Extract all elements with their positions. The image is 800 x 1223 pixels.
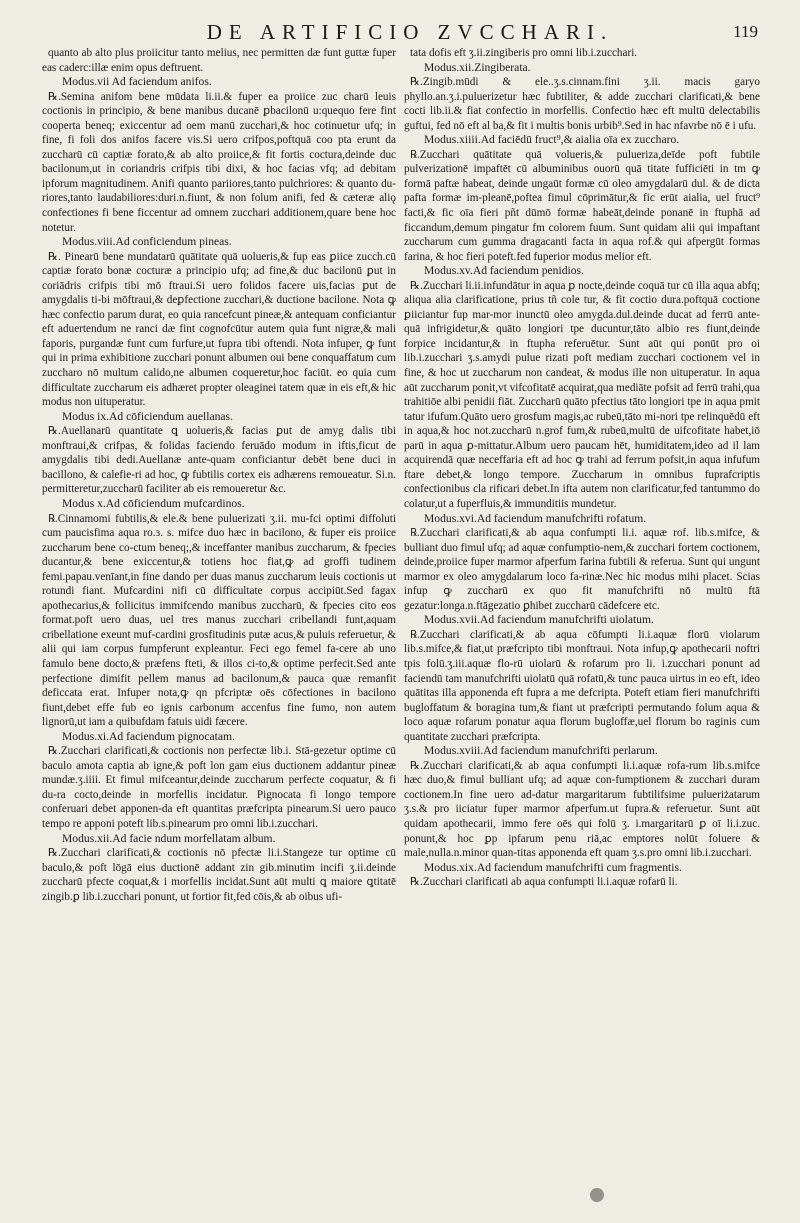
- body-paragraph: ℞.Cinnamomi fubtilis,& ele.& bene puluerizati ʒ.ii. mu-fci optimi diffoluti cum paucisfima aqua ro.ɜ. s. mifce duo hæc in bacilono, & fuper eis proiice zuccharum bene co-ctum beneq;,& inceffanter manibus zuccharum, & fpecies ducantur,& bene exiccentur,& totiens hoc fiat,ꝙ ad groffi tudinem femi.papau.venīant,in fine dando per duas manus zuccharum leuis coctionis ut rotundi fiant. Mufcardini nifi cū difficultate corpus accipiūt.Sed fagax apothecarius,& follicitus immifcendo manibus zuccharū, & fpecies cito eos format.poft uero duas, uel tres manus zucchari cribellandi funt,aquam cribellatione exeunt muf-cardini grosfitudinis putæ acus,& puluis referuetur, & alii qui iam corpus fumpferunt expleantur. Feci ego femel fa-cere ab uno famulo bene docto,& præfens fteti, & illos ci-to,& optime perfecit.Sed ante perfectione dimifit pellem manus ad bacilonum,& pauca quæ remanfit deficcata erat. Infuper nota,ꝙ qn pfcriptæ oēs cōfectiones in bacilono fiunt,debet effe fub eo ignis carbonum accenfus fine fumo, non autem lignorū,ut iam a quibufdam fatuis uidi fæcere.: [42, 512, 396, 729]
- recipe-heading: Modus.vii Ad faciendum anifos.: [62, 75, 212, 89]
- running-title: DE ARTIFICIO ZVCCHARI.: [206, 20, 614, 44]
- recipe-heading: Modus.xii.Zingiberata.: [424, 60, 531, 74]
- body-paragraph: ℞.Zucchari quātitate quā volueris,& pulueriza,deīde poft fubtile pulverizationē impaftēt cū albuminibus ouorū quā titate fufficiēti in tm ꝙ formā paftæ habeat, deinde ungaūt formæ cū oleo amygdalarū dul. & de dicta pafta formæ im-pleanē,poftea fimul cōprimātur,& fic erūt aialia, uel fruct⁹ facti,& fic oīa fieri pñt dūmō formæ habeāt,deinde ponanē in ftuphā ad ficcandum,demum pingatur fm colorem fuum. Sunt quidam alii qui impaftant zuccharum cum gumma dragacanti facta in aqua rof.& qui afpergūt formas farina, & hoc fieri poteft.fed fuperior modus melior eft.: [404, 148, 760, 263]
- recipe-heading: Modus.xi.Ad faciendum pignocatam.: [62, 729, 235, 743]
- body-paragraph: ℞.Zucchari li.ii.infundātur in aqua ꝑ nocte,deinde coquā tur cū illa aqua abfq; aliqua alia clarificatione, prius tñ cole tur, & fit coctio dura.poftquā coctione ꝑiiciantur fup mar-mor inunctū oleo amygda.dul.deinde ducat ad ferrū ante-quā infrigidetur,& quāto longiori tpe ducuntur,tāto albio res fiunt,deinde forpice incidantur,& in ftupha referuētur. Sunt aūt qui ponūt pro oi lib.i.zucchari ʒ.s.amydi pulue rizati poft mediam zucchari coctionem vel in fine, & hoc ut zuccharum non candeat, & modus ille non uituperatur. In aqua aūt zuccharum ponit,vt vifcofitatē acquirat,qua mediāte pofsit ad ferrū trahi,qua trahitiōe albi penidii fiāt. Zuccharū quāto pfectius tāto longiori tpe in aqua pmit tatur ifufum.Quāto uero grosfum magis,ac rubeū,tāto mi-nori tpe relinquēdū eft in aqua,& hoc not.zuccharū n.grof fum,& rubeū,multū de uifcofitate habet,iō parū in aqua ꝑ-mittatur.Album uero paucam hēt, humiditatem,ideo ad il lam acquirendā quæ neceffaria eft ad hoc ꝙ trahi ad ferrum pofsit,in aqua infufum ftare debet,& longo tempore. Zuccharum in omnibus fuprafcriptis confectionibus cla rificari debet.In ifta autem non clarificatur,fed tantummo do colatur,ut a fuperfluis,& immunditiis mundetur.: [404, 279, 760, 510]
- recipe-heading: Modus.xii.Ad facie ndum morfellatam album.: [62, 831, 276, 845]
- page-header: [0, 14, 800, 48]
- recipe-heading: Modus ix.Ad cōficiendum auellanas.: [62, 409, 233, 423]
- recipe-heading: Modus.xvi.Ad faciendum manufchrifti rofatum.: [424, 511, 647, 525]
- body-paragraph: quanto ab alto plus proiicitur tanto melius, nec permitten dæ funt guttæ fuper eas caderc:illæ enim opus deftruent.: [42, 47, 396, 74]
- body-paragraph: tata dofis eft ʒ.ii.zingiberis pro omni lib.i.zucchari.: [410, 47, 638, 59]
- body-paragraph: ℞.Semina anifom bene mūdata li.ii.& fuper ea proiice zuc charū leuis coctionis in principio, & bene manibus ducanē ꝑbacilonū u:quequo fere fint cooperta beneq; exiccentur ad oem manū zucchari,& hoc cotinuetur ufq; in fine, fi foli dos anifos facere vis.Si uero crifpos,poftquā coo pta erunt da zuccharū cū captiæ forato,& ab alto proiice,& fit fortis coctura,deinde duc bacilonum,ut in coriandris crifpis tibi dixi, & hoc facias vfq; ad debitam ipforum magnitudinem. Anifi quanto pariiores,tanto pulchriores: & quanto du-riores,tanto laudabiliores:duri.n.fiunt, & non folum anifi, fed & cæteræ aliǫ confectiones fi bene ficcentur ad omnem zucchari additionem,quare bene hoc notetur.: [42, 90, 396, 234]
- body-paragraph: ℞.Zucchari clarificati,& ab aqua confumpti li.i. aquæ rof. lib.s.mifce, & bulliant duo fimul ufq; ad aquæ confumptio-nem,& zucchari fortem coctionem, deinde,proiice fuper marmor afperfum farina fubtili & referua. Sunt qui ungunt marmor ex oleo amygdalarum loco fa-rinæ.Nec hic modus mihi placet. Scias infup ꝙ zuccharū ex quo fit manufchrifti nō multū ftā gezatur:longa.n.ftāgezatio ꝑhibet zuccharū cādefcere etc.: [404, 527, 760, 612]
- recipe-heading: Modus.xix.Ad faciendum manufchrifti cum fragmentis.: [424, 860, 682, 874]
- recipe-heading: Modus.xv.Ad faciendum penidios.: [424, 264, 584, 278]
- left-text-column: [42, 46, 396, 904]
- body-paragraph: ℞.Zucchari clarificati,& ab aqua cōfumpti li.i.aquæ florū violarum lib.s.mifce,& fiat,ut præfcripto tibi monftraui. Nota infup,ꝙ apothecarii noftri tpis folū.ʒ.iii.aquæ flo-rū uiolarū & rofarum pro li. i.zucchari ponunt ad faciendū tam manufchrifti uiolatū quā rofatū,& tunc pauca uirtus in eo eft, ideo quātitas illa apponenda eft fupra a me defcripta. Poteft etiam fieri manufchrifti bugloffatum & boragina tum,& fiant ut præfcripti permutando folum aqua & loco aquæ rofarum ponatur aqua florum bugloffæ,uel florum bo raginis cum quantitate zucchari præfcripta.: [404, 628, 760, 743]
- body-paragraph: ℞.Zingib.mūdi & ele..ʒ.s.cinnam.fini ʒ.ii. macis garyo phyllo.an.ʒ.i.puluerizetur hæc fubtiliter, & adde zucchari clarificati,& bene cocti lib.ii.& fiat confectio in morfellis. Confectio hæc eft multū delectabilis guftui, fed nō eft al ba,& fit i multis bonis urbib⁹.Sed in hac nfavrbe nō ē i ufu.: [404, 76, 760, 132]
- body-paragraph: ℞.Auellanarū quantitate ꝗ uolueris,& facias ꝑut de amyg dalis tibi monftraui,& crifpas, & folidas faciendo feruādo modum in iftis,ficut de amygdalis tibi dedi.Auellanæ ante-quam conficiantur debēt bene duci in bacillono, & calefie-ri ad hoc, ꝙ fubtilis cortex eis adhærens remoueatur. Si.n. permitteretur,zuccharū faciliter ab eis remoueretur &c.: [42, 425, 396, 496]
- ink-smudge: [590, 1188, 604, 1202]
- recipe-heading: Modus.xvii.Ad faciendum manufchrifti uiolatum.: [424, 613, 654, 627]
- recipe-heading: Modus.xviii.Ad faciendum manufchrifti perlarum.: [424, 744, 658, 758]
- recipe-heading: Modus.xiiii.Ad faciēdū fruct⁹,& aialia oīa ex zuccharo.: [424, 133, 680, 147]
- body-paragraph: ℞.Zucchari clarificati,& ab aqua confumpti li.i.aquæ rofa-rum lib.s.mifce hæc duo,& fimul bulliant ufq; ad aquæ con-fumptionem & zucchari duram coctionem.In fine uero ad-datur margaritarum fubtilifsime pulueriżatarum ʒ.s.& pro iiciatur fuper marmor afperfum.ut fupra.& referuetur. Sunt aūt quidam apothecarii, immo fere oēs qui folū ʒ. i.margaritarū ꝑ oī li.i.zuc. ponunt,& hoc ꝑp ipfarum penu riā,ac emptores nolūt foluere & male,nulla.n.minor quan-titas apponenda eft quam ʒ.s.pro omni lib.i.zucchari.: [404, 759, 760, 860]
- recipe-heading: Modus x.Ad cōficiendum mufcardinos.: [62, 496, 245, 510]
- page-number: 119: [733, 22, 758, 41]
- recipe-heading: Modus.viii.Ad conficiendum pineas.: [62, 235, 232, 249]
- right-text-column: [404, 46, 760, 890]
- body-paragraph: ℞.Zucchari clarificati,& coctionis nō pfectæ li.i.Stangeze tur optime cū baculo,& poft lōgā eius ductionē addant zin gib.minutim incifi ʒ.ii.deinde zuccharū pfecte coquat,& i morfellis incidat.Sunt aūt multi ꝗ maiore ꝗtitatē zingib.ꝑ lib.i.zucchari ponunt, ut fortior fit,fed cōis,& ab oibus ufi-: [42, 847, 396, 903]
- body-paragraph: ℞.Zucchari clarificati ab aqua confumpti li.i.aquæ rofarū li.: [410, 876, 678, 889]
- body-paragraph: ℞. Pinearū bene mundatarū quātitate quā uolueris,& fup eas ꝑiice zucch.cū captiæ forato bonæ cocturæ a principio ufq; ad fine,& duc bacilonū ꝑut in coriādris crifpis tibi mō ftraui.Si uero folidos facere uis,facias ꝑut de amygdalis ti-bi mōftraui,& deꝑfectione zucchari,& ductione bacilone. Nota ꝙ hæc confectio parum durat, eo quia rancefcunt pineæ,& antequam conficiantur eft aduertendum ne ranci dæ fint cognofcūtur autem quia funt nigræ,& mali faporis, purgandæ funt cum furfure,ut fupra tibi oftendi. Nota infuper, ꝙ funt qui in prima exhibitione zucchari ponunt albumen oui bene conquaffatum cum zuccharo nō multum calido,ne albumen coqueretur,hoc faciūt. eo quia cum difficultate zuccharum eis adhæret propter oleaginei tatem quæ in eis eft,& hic modus non uituperatur.: [42, 250, 396, 409]
- body-paragraph: ℞.Zucchari clarificati,& coctionis non perfectæ lib.i. Stā-gezetur optime cū baculo amota captia ab igne,& poft lon gam eius ductionem addantur pineæ mundæ.ʒ.iiii. Et fimul mifceantur,deinde zuccharum perfecte coquatur, & fi du-ra cocto,deinde in morfellis incidatur. Pignocata fi longo tempore conferuari debet apponen-da eft quantitas præfcripta pinearum.Si uero pauco tempo re apponi poteft lib.s.pinearum pro omni lib.i.zucchari.: [42, 745, 396, 830]
